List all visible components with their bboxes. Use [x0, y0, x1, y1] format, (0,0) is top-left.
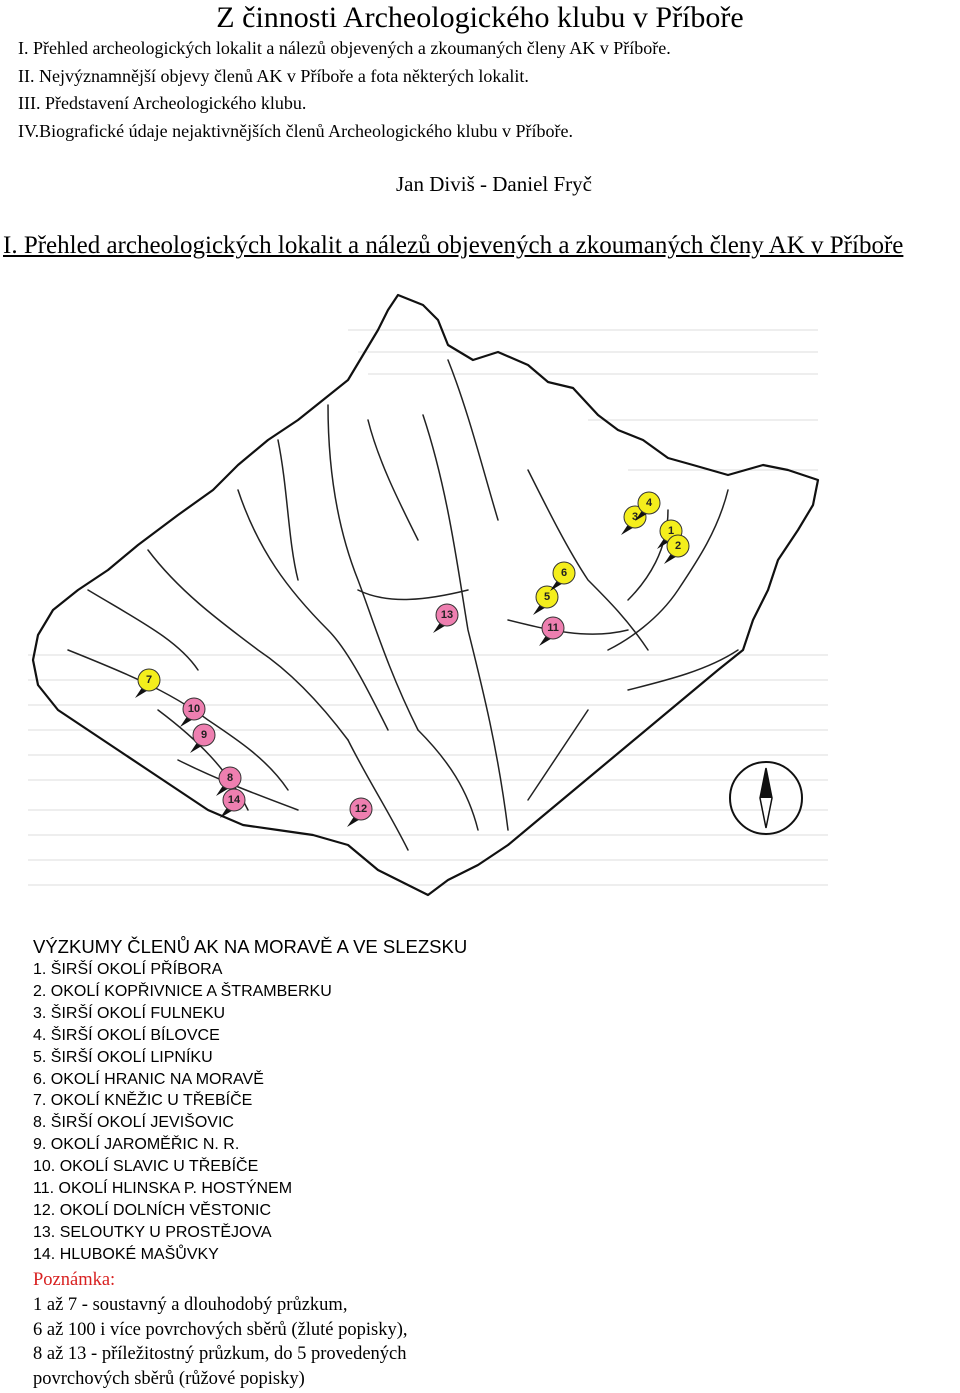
note-line: 6 až 100 i více povrchových sběrů (žluté popisky),: [33, 1319, 408, 1340]
legend-item: 8. ŠIRŠÍ OKOLÍ JEVIŠOVIC: [33, 1114, 234, 1132]
legend-list: [33, 959, 467, 1266]
map-marker-label: 1: [667, 525, 675, 537]
moravia-map: [28, 290, 838, 920]
map-marker-label: 5: [543, 591, 551, 603]
legend-item: 9. OKOLÍ JAROMĚŘIC N. R.: [33, 1136, 240, 1154]
map-marker-14: [220, 789, 245, 818]
map-marker-11: [539, 617, 564, 646]
note-line: 8 až 13 - příležitostný průzkum, do 5 provedených: [33, 1344, 407, 1365]
legend-item: 3. ŠIRŠÍ OKOLÍ FULNEKU: [33, 1004, 226, 1022]
toc-item: IV.Biografické údaje nejaktivnějších členů Archeologického klubu v Příboře.: [18, 120, 574, 141]
legend-item: 10. OKOLÍ SLAVIC U TŘEBÍČE: [33, 1158, 259, 1176]
compass-icon: [730, 762, 802, 834]
toc-item: III. Představení Archeologického klubu.: [18, 93, 307, 113]
map-marker-13: [433, 604, 458, 633]
legend-item: 1. ŠIRŠÍ OKOLÍ PŘÍBORA: [33, 961, 223, 978]
map-marker-label: 13: [440, 609, 454, 621]
legend-item: 2. OKOLÍ KOPŘIVNICE A ŠTRAMBERKU: [33, 982, 332, 1000]
note-line: 1 až 7 - soustavný a dlouhodobý průzkum,: [33, 1295, 348, 1315]
map-marker-label: 10: [187, 703, 201, 715]
map-marker-label: 14: [227, 794, 241, 806]
legend-item: 5. ŠIRŠÍ OKOLÍ LIPNÍKU: [33, 1048, 213, 1066]
map-background-texture: [28, 330, 828, 885]
map-marker-label: 9: [200, 729, 208, 741]
map-marker-label: 4: [645, 497, 653, 509]
legend-item: 7. OKOLÍ KNĚŽIC U TŘEBÍČE: [33, 1092, 253, 1110]
map-marker-label: 2: [674, 540, 682, 552]
note-lines: [33, 1293, 408, 1391]
toc-item: I. Přehled archeologických lokalit a nálezů objevených a zkoumaných členy AK v Příboře.: [18, 38, 671, 58]
legend-item: 13. SELOUTKY U PROSTĚJOVA: [33, 1223, 272, 1241]
region-outline: [33, 295, 818, 895]
map-marker-label: 8: [226, 772, 234, 784]
section-heading: I. Přehled archeologických lokalit a nálezů objevených a zkoumaných členy AK v Příboře: [3, 232, 904, 259]
table-of-contents: [18, 35, 671, 145]
map-marker-7: [135, 669, 160, 698]
map-marker-12: [347, 798, 372, 827]
note-line: povrchových sběrů (růžové popisky): [33, 1368, 305, 1389]
legend-item: 4. ŠIRŠÍ OKOLÍ BÍLOVCE: [33, 1026, 220, 1044]
authors: Jan Diviš - Daniel Fryč: [396, 172, 592, 196]
legend-item: 14. HLUBOKÉ MAŠŮVKY: [33, 1245, 219, 1263]
map-marker-10: [180, 698, 205, 727]
map-marker-5: [533, 586, 558, 615]
note-title: Poznámka:: [33, 1270, 116, 1290]
document-title: Z činnosti Archeologického klubu v Příboře: [216, 1, 744, 34]
river-network: [68, 360, 738, 850]
legend-item: 12. OKOLÍ DOLNÍCH VĚSTONIC: [33, 1201, 271, 1219]
map-marker-label: 12: [354, 803, 368, 815]
legend-item: 6. OKOLÍ HRANIC NA MORAVĚ: [33, 1070, 264, 1088]
map-markers: [135, 492, 689, 827]
map-marker-label: 7: [145, 674, 153, 686]
legend-heading: VÝZKUMY ČLENŮ AK NA MORAVĚ A VE SLEZSKU: [33, 936, 468, 957]
legend-item: 11. OKOLÍ HLINSKA P. HOSTÝNEM: [33, 1180, 293, 1198]
map-marker-4: [635, 492, 660, 521]
legend: [33, 935, 467, 1266]
map-marker-label: 11: [547, 622, 559, 634]
map-marker-6: [550, 562, 575, 591]
map-marker-label: 3: [631, 511, 639, 523]
toc-item: II. Nejvýznamnější objevy členů AK v Příboře a fota některých lokalit.: [18, 65, 529, 86]
map-marker-label: 6: [560, 567, 568, 579]
